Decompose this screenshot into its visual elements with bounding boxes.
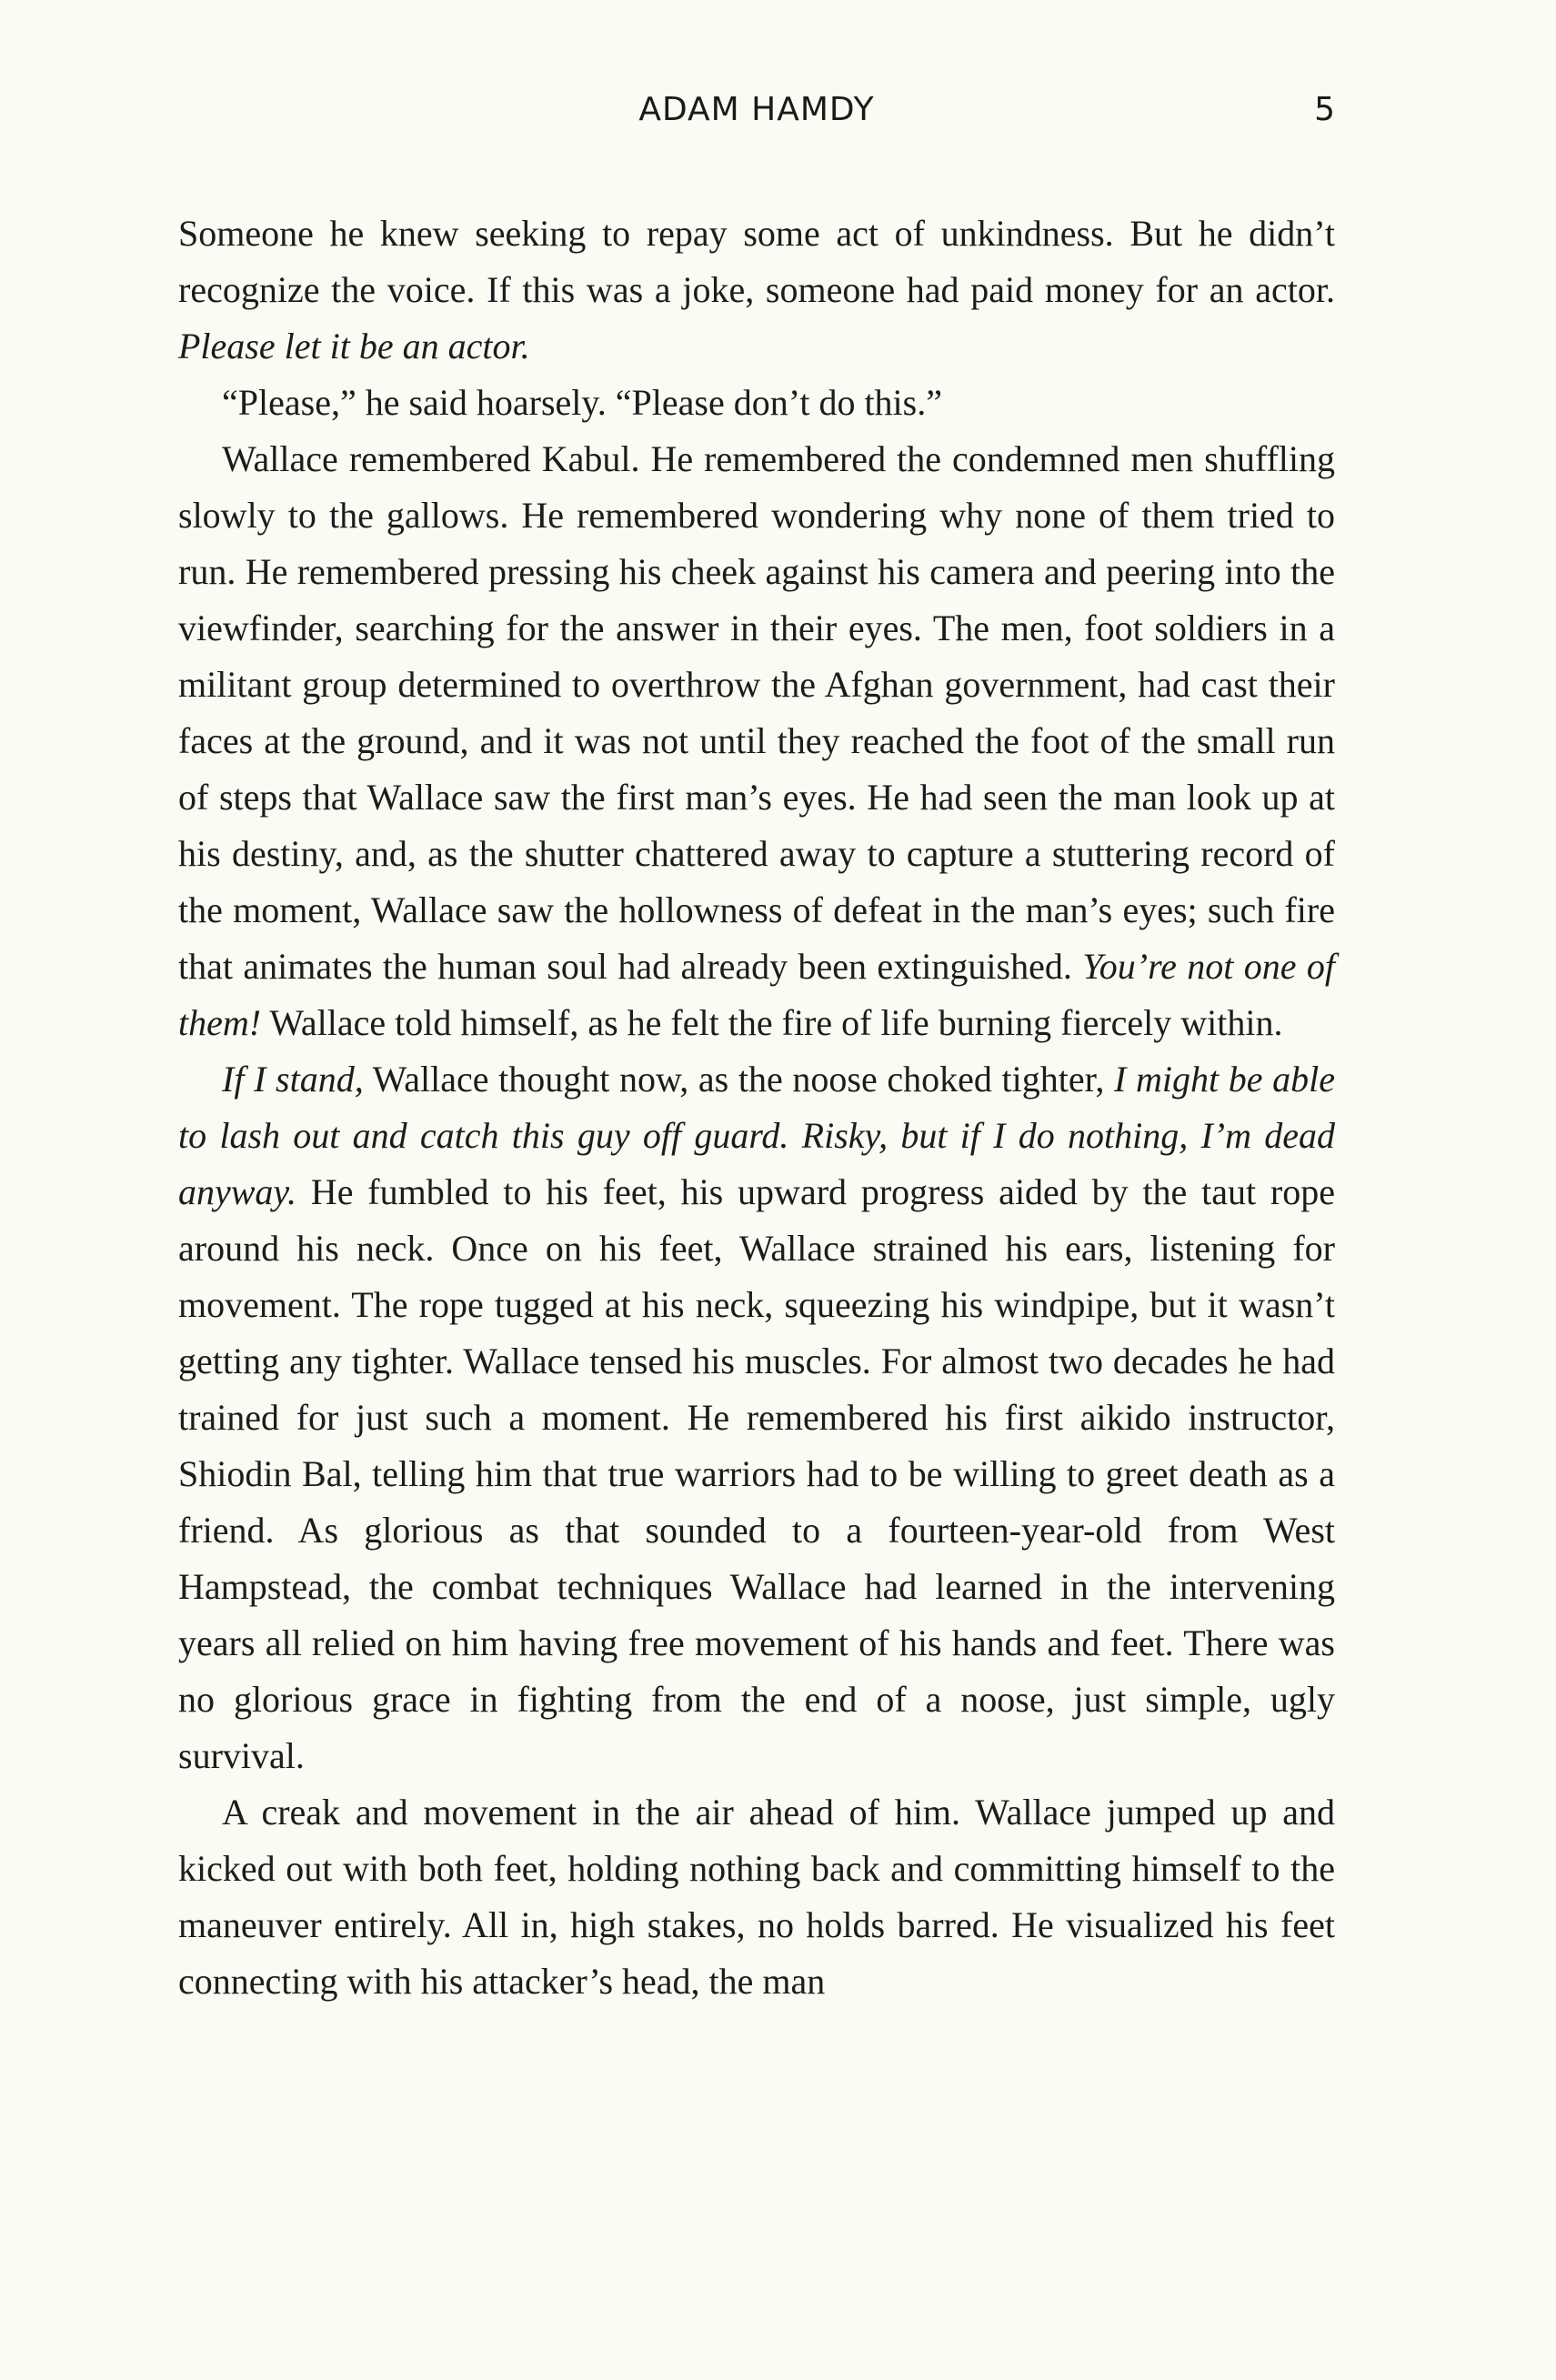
italic-text-run: You’re not one of them! (178, 946, 1336, 1043)
italic-text-run: I might be able to lash out and catch this guy off guard. Risky, but if I do nothing, I’m dead anyway. (178, 1059, 1335, 1212)
text-run: Wallace thought now, as the noose choked tighter, (363, 1059, 1114, 1100)
page-number: 5 (1314, 91, 1335, 128)
running-head (178, 91, 1335, 146)
text-run: Someone he knew seeking to repay some act of unkindness. But he didn’t recognize the voice. If this was a joke, someone had paid money for an actor. (178, 213, 1335, 310)
text-run: “Please,” he said hoarsely. “Please don’t do this.” (222, 382, 942, 423)
text-run: Wallace told himself, as he felt the fire of life burning fiercely within. (261, 1002, 1283, 1043)
text-run: He fumbled to his feet, his upward progress aided by the taut rope around his neck. Once on his feet, Wallace strained his ears, listening for movement. The rope tugged at his neck, squeezing his windpipe, but it wasn’t getting any tighter. Wallace tensed his muscles. For almost two decades he had trained for just such a moment. He remembered his first aikido instructor, Shiodin Bal, telling him that true warriors had to be willing to greet death as a friend. As glorious as that sounded to a fourteen-year-old from West Hampstead, the combat techniques Wallace had learned in the intervening years all relied on him having free movement of his hands and feet. There was no glorious grace in fighting from the end of a noose, just simple, ugly survival. (178, 1171, 1335, 1776)
italic-text-run: Please let it be an actor. (178, 326, 530, 367)
paragraph (178, 375, 1335, 431)
body-text (178, 206, 1335, 2010)
paragraph (178, 206, 1335, 375)
author-name: ADAM HAMDY (638, 91, 875, 128)
italic-text-run: If I stand, (222, 1059, 364, 1100)
text-run: A creak and movement in the air ahead of him. Wallace jumped up and kicked out with both feet, holding nothing back and committing himself to the maneuver entirely. All in, high stakes, no holds barred. He visualized his feet connecting with his attacker’s head, the man (178, 1792, 1335, 2002)
paragraph (178, 1784, 1335, 2010)
paragraph (178, 1051, 1335, 1784)
text-run: Wallace remembered Kabul. He remembered the condemned men shuffling slowly to the gallows. He remembered wondering why none of them tried to run. He remembered pressing his cheek against his camera and peering into the viewfinder, searching for the answer in their eyes. The men, foot soldiers in a militant group determined to overthrow the Afghan government, had cast their faces at the ground, and it was not until they reached the foot of the small run of steps that Wallace saw the first man’s eyes. He had seen the man look up at his destiny, and, as the shutter chattered away to capture a stuttering record of the moment, Wallace saw the hollowness of defeat in the man’s eyes; such fire that animates the human soul had already been extinguished. (178, 438, 1335, 987)
paragraph (178, 431, 1335, 1051)
